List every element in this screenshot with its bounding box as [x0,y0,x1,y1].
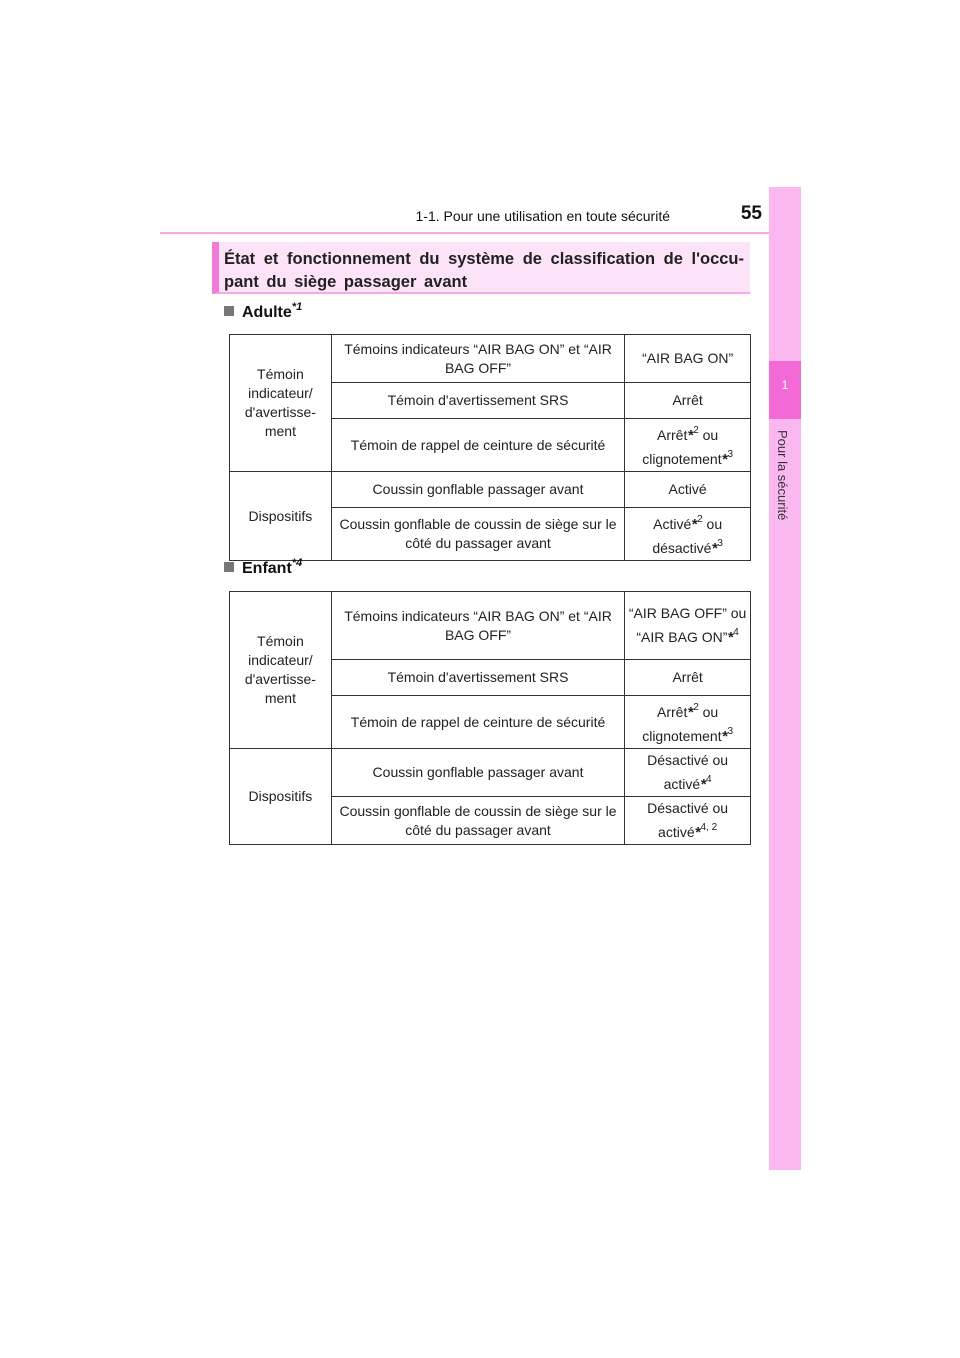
footnote-ref: *4 [291,557,303,569]
table-row [230,335,751,383]
item-cell: Coussin gonflable de coussin de siège sur le côté du passager avant [331,797,624,845]
subheading-adulte [224,301,302,322]
section-title: État et fonctionnement du système de classification de l'occu-pant du siège passager avant [224,250,744,291]
square-bullet-icon [224,306,234,316]
group-label-dispositifs: Dispositifs [230,749,332,845]
state-cell: “AIR BAG ON” [625,335,751,383]
table-row [230,472,751,508]
group-label-temoin: Témoin indicateur/ d'avertisse-ment [230,592,332,749]
item-cell: Coussin gonflable passager avant [331,749,624,797]
item-cell: Témoin d'avertissement SRS [331,660,624,696]
adulte-table [229,334,751,561]
state-cell: Arrêt*$^2$ ou clignotement*$^3$ [625,419,751,472]
subheading-enfant [224,557,302,578]
square-bullet-icon [224,562,234,572]
group-label-temoin: Témoin indicateur/ d'avertisse-ment [230,335,332,472]
group-label-dispositifs: Dispositifs [230,472,332,561]
item-cell: Témoin d'avertissement SRS [331,383,624,419]
page-number: 55 [740,203,762,224]
state-cell: Activé [625,472,751,508]
footnote-ref: *1 [291,301,303,313]
state-cell: “AIR BAG OFF” ou “AIR BAG ON”*$^4$ [625,592,751,660]
subheading-adulte-label: Adulte [242,304,292,321]
item-cell: Témoin de rappel de ceinture de sécurité [331,696,624,749]
item-cell: Témoins indicateurs “AIR BAG ON” et “AIR BAG OFF” [331,335,624,383]
chapter-title: Pour la sécurité [775,430,790,521]
chapter-number: 1 [781,378,789,392]
item-cell: Témoins indicateurs “AIR BAG ON” et “AIR BAG OFF” [331,592,624,660]
header-divider [160,232,800,234]
breadcrumb: 1-1. Pour une utilisation en toute sécurité [415,208,670,224]
table-row [230,749,751,797]
table-row [230,592,751,660]
subheading-enfant-label: Enfant [242,560,292,577]
enfant-table [229,591,751,845]
item-cell: Coussin gonflable de coussin de siège sur le côté du passager avant [331,508,624,561]
state-cell: Activé*$^2$ ou désactivé*$^3$ [625,508,751,561]
chapter-side-tab [769,187,801,1170]
state-cell: Arrêt [625,660,751,696]
state-cell: Désactivé ou activé*$^4$ [625,749,751,797]
state-cell: Arrêt [625,383,751,419]
item-cell: Coussin gonflable passager avant [331,472,624,508]
state-cell: Désactivé ou activé*$^{4, 2}$ [625,797,751,845]
state-cell: Arrêt*$^2$ ou clignotement*$^3$ [625,696,751,749]
item-cell: Témoin de rappel de ceinture de sécurité [331,419,624,472]
